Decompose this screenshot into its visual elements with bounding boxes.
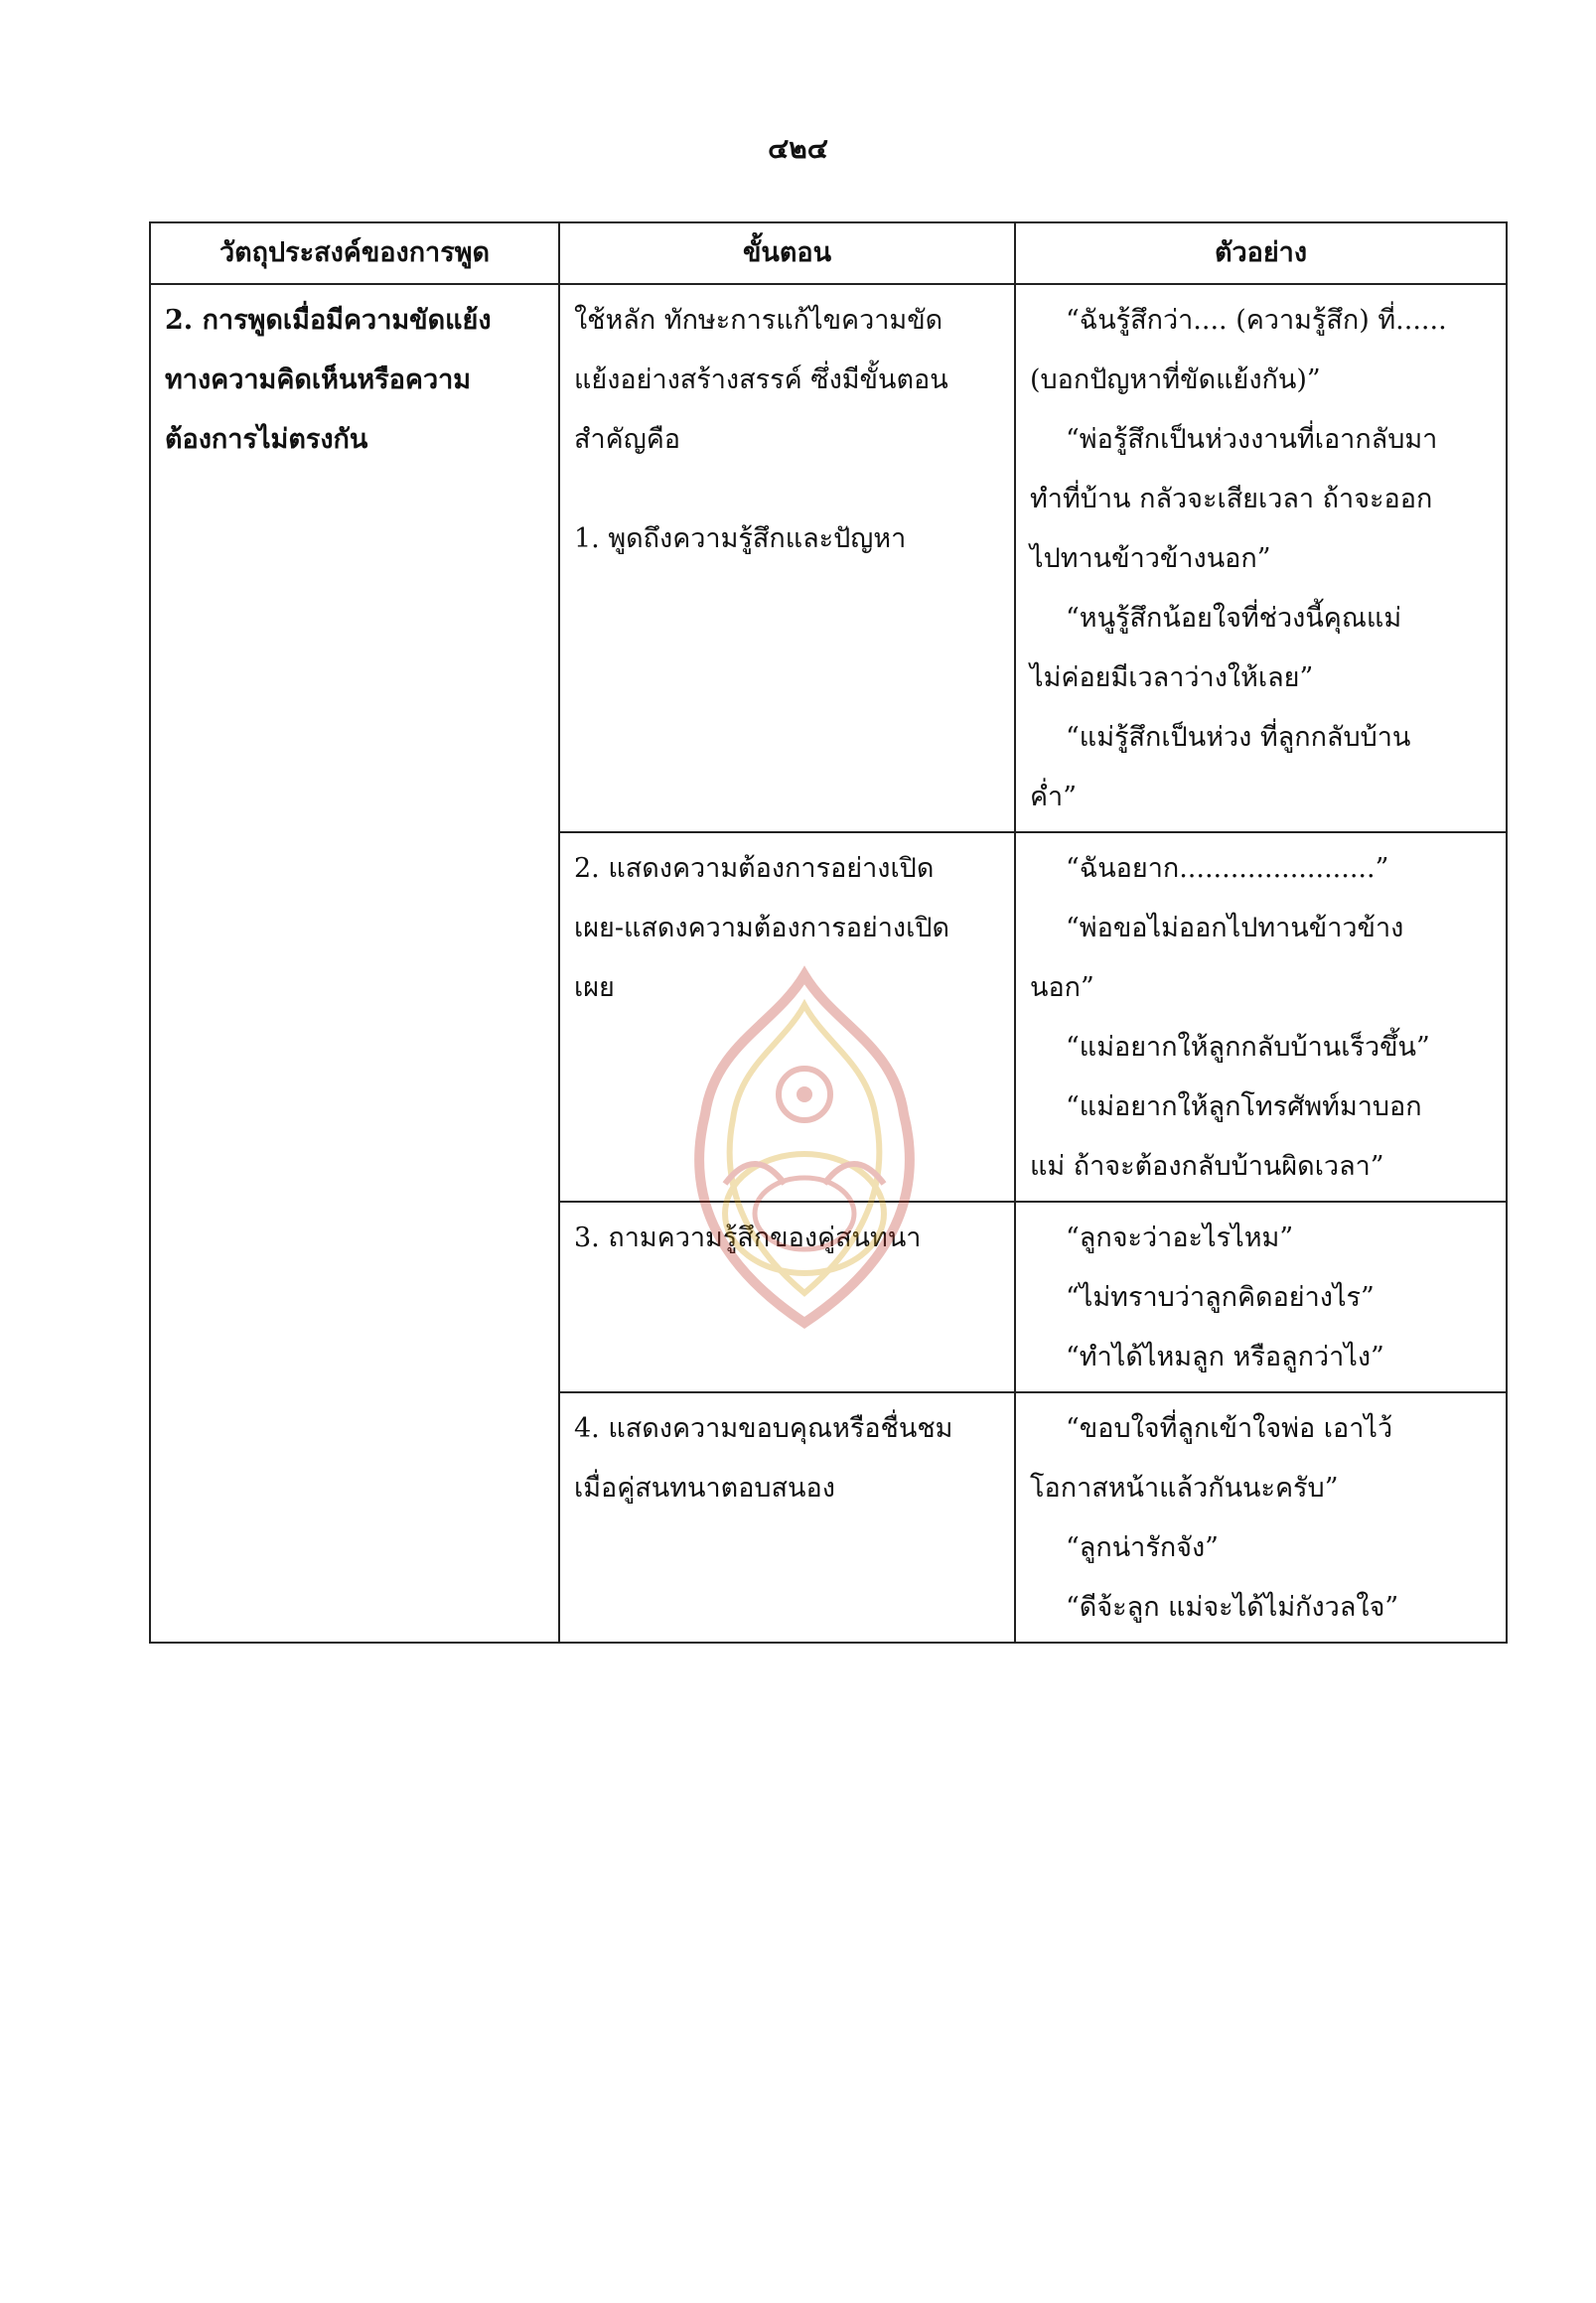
steps-cell bbox=[559, 284, 1015, 832]
page-number: ๔๒๔ bbox=[768, 132, 828, 165]
table-row bbox=[150, 284, 1507, 832]
example-line: “หนูรู้สึกน้อยใจที่ช่วงนี้คุณแม่ bbox=[1066, 603, 1402, 634]
speech-table bbox=[149, 221, 1508, 1644]
example-line: โอกาสหน้าแล้วกันนะครับ” bbox=[1030, 1473, 1339, 1504]
example-line: “ดีจ้ะลูก แม่จะได้ไม่กังวลใจ” bbox=[1066, 1592, 1399, 1623]
example-line: ค่ำ” bbox=[1030, 782, 1078, 812]
header-examples: ตัวอย่าง bbox=[1015, 222, 1507, 284]
step-line: เผย bbox=[574, 972, 615, 1003]
steps-cell bbox=[559, 832, 1015, 1202]
header-objective: วัตถุประสงค์ของการพูด bbox=[150, 222, 559, 284]
table-header-row bbox=[150, 222, 1507, 284]
examples-cell bbox=[1015, 284, 1507, 832]
step-line: ใช้หลัก ทักษะการแก้ไขความขัด bbox=[574, 305, 943, 336]
header-steps: ขั้นตอน bbox=[559, 222, 1015, 284]
example-line: “พ่อขอไม่ออกไปทานข้าวข้าง bbox=[1066, 913, 1404, 943]
step-line: 2. แสดงความต้องการอย่างเปิด bbox=[574, 853, 935, 884]
example-line: “ไม่ทราบว่าลูกคิดอย่างไร” bbox=[1066, 1282, 1375, 1313]
example-line: “ทำได้ไหมลูก หรือลูกว่าไง” bbox=[1066, 1342, 1384, 1372]
step-line: เมื่อคู่สนทนาตอบสนอง bbox=[574, 1473, 835, 1504]
step-line: แย้งอย่างสร้างสรรค์ ซึ่งมีขั้นตอน bbox=[574, 364, 948, 395]
example-line: นอก” bbox=[1030, 972, 1094, 1003]
example-line: ไม่ค่อยมีเวลาว่างให้เลย” bbox=[1030, 662, 1314, 693]
objective-line: 2. การพูดเมื่อมีความขัดแย้ง bbox=[165, 305, 492, 336]
example-line: “ฉันอยาก.......................” bbox=[1066, 853, 1389, 884]
step-title: 1. พูดถึงความรู้สึกและปัญหา bbox=[574, 523, 907, 554]
step-line: 4. แสดงความขอบคุณหรือชื่นชม bbox=[574, 1413, 953, 1444]
examples-cell bbox=[1015, 1202, 1507, 1392]
objective-line: ทางความคิดเห็นหรือความ bbox=[165, 364, 472, 395]
objective-line: ต้องการไม่ตรงกัน bbox=[165, 424, 368, 455]
examples-cell bbox=[1015, 1392, 1507, 1643]
example-line: “ลูกจะว่าอะไรไหม” bbox=[1066, 1223, 1294, 1253]
example-line: ไปทานข้าวข้างนอก” bbox=[1030, 543, 1271, 574]
example-line: “แม่อยากให้ลูกกลับบ้านเร็วขึ้น” bbox=[1066, 1032, 1430, 1063]
example-line: “แม่อยากให้ลูกโทรศัพท์มาบอก bbox=[1066, 1091, 1422, 1122]
example-line: “ฉันรู้สึกว่า.... (ความรู้สึก) ที่...... bbox=[1066, 305, 1447, 336]
example-line: ทำที่บ้าน กลัวจะเสียเวลา ถ้าจะออก bbox=[1030, 484, 1433, 514]
step-line: เผย-แสดงความต้องการอย่างเปิด bbox=[574, 913, 949, 943]
example-line: “พ่อรู้สึกเป็นห่วงงานที่เอากลับมา bbox=[1066, 424, 1438, 455]
step-line: 3. ถามความรู้สึกของคู่สนทนา bbox=[574, 1223, 922, 1253]
example-line: “แม่รู้สึกเป็นห่วง ที่ลูกกลับบ้าน bbox=[1066, 722, 1411, 753]
objective-cell bbox=[150, 284, 559, 1643]
example-line: “ลูกน่ารักจัง” bbox=[1066, 1532, 1219, 1563]
example-line: แม่ ถ้าจะต้องกลับบ้านผิดเวลา” bbox=[1030, 1151, 1384, 1182]
example-line: (บอกปัญหาที่ขัดแย้งกัน)” bbox=[1030, 364, 1321, 395]
example-line: “ขอบใจที่ลูกเข้าใจพ่อ เอาไว้ bbox=[1066, 1413, 1393, 1444]
examples-cell bbox=[1015, 832, 1507, 1202]
step-line: สำคัญคือ bbox=[574, 424, 680, 455]
steps-cell bbox=[559, 1392, 1015, 1643]
steps-cell bbox=[559, 1202, 1015, 1392]
